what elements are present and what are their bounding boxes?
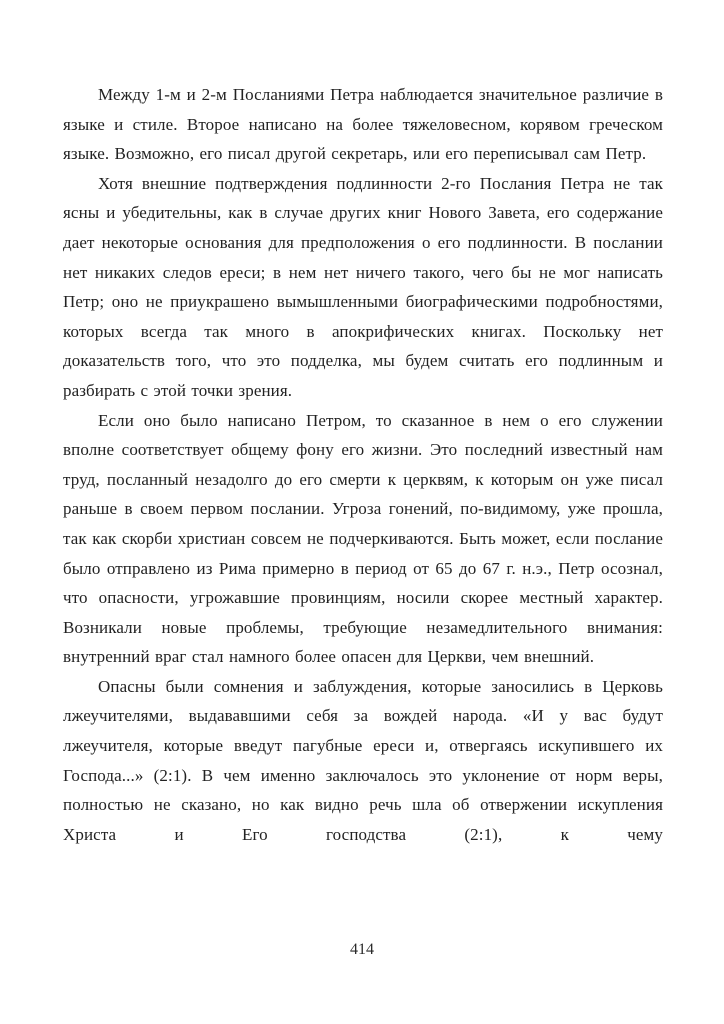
text-block — [63, 80, 663, 849]
paragraph: Если оно было написано Петром, то сказанное в нем о его служении вполне соответствует общему фону его жизни. Это последний известный нам труд, посланный незадолго до его смерти к церквям, к которым он уже писал раньше в своем первом послании. Угроза гонений, по-видимому, уже прошла, так как скорби христиан совсем не подчеркиваются. Быть может, если послание было отправлено из Рима примерно в период от 65 до 67 г. н.э., Петр осознал, что опасности, угрожавшие провинциям, носили скорее местный характер. Возникали новые проблемы, требующие незамедлительного внимания: внутренний враг стал намного более опасен для Церкви, чем внешний. — [63, 410, 663, 667]
page-number: 414 — [350, 941, 374, 958]
paragraph: Между 1-м и 2-м Посланиями Петра наблюдается значительное различие в языке и стиле. Второе написано на более тяжеловесном, корявом греческом языке. Возможно, его писал другой секретарь, или его переписывал сам Петр. — [63, 85, 663, 164]
paragraph: Опасны были сомнения и заблуждения, которые заносились в Церковь лжеучителями, выдававшими себя за вождей народа. «И у вас будут лжеучителя, которые введут пагубные ереси и, отвергаясь искупившего их Господа...» (2:1). В чем именно заключалось это уклонение от норм веры, полностью не сказано, но как видно речь шла об отвержении искупления Христа и Его господства (2:1), к чему — [63, 676, 663, 844]
paragraph: Хотя внешние подтверждения подлинности 2-го Послания Петра не так ясны и убедительны, как в случае других книг Нового Завета, его содержание дает некоторые основания для предположения о его подлинности. В послании нет никаких следов ереси; в нем нет ничего такого, чего бы не мог написать Петр; оно не приукрашено вымышленными биографическими подробностями, которых всегда так много в апокрифических книгах. Поскольку нет доказательств того, что это подделка, мы будем считать его подлинным и разбирать с этой точки зрения. — [63, 173, 663, 400]
